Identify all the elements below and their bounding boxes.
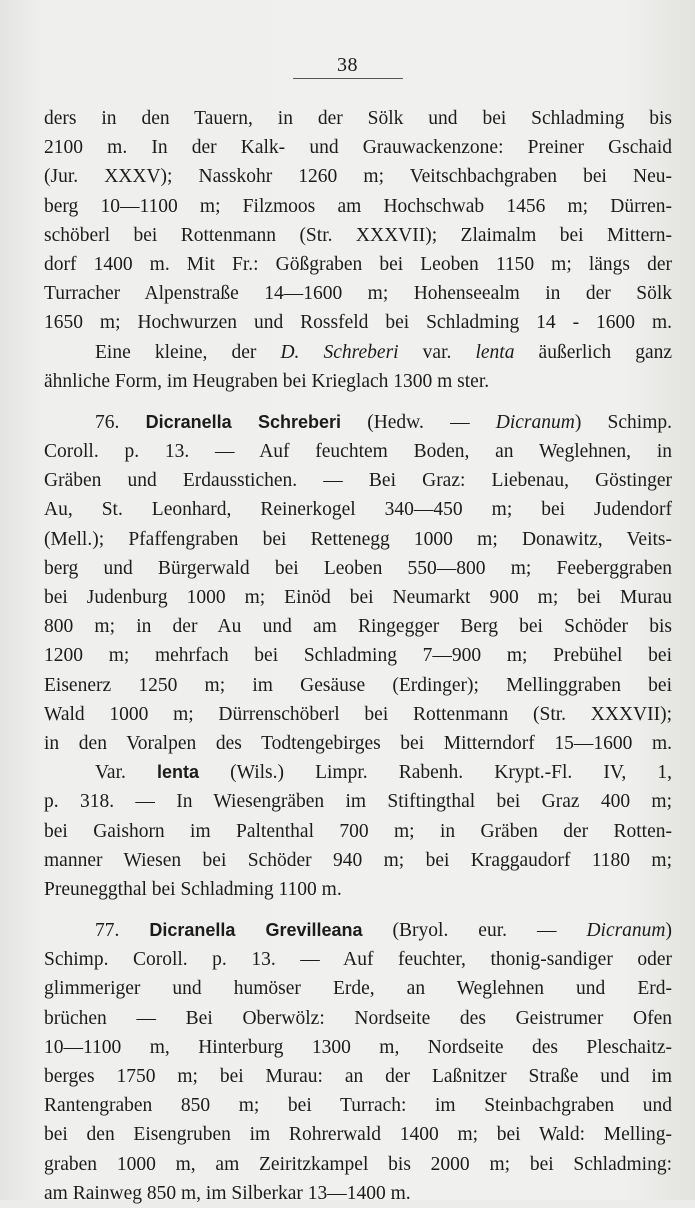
text-line: berg und Bürgerwald bei Leoben 550—800 m; Feeberggraben — [44, 557, 672, 579]
text-line: manner Wiesen bei Schöder 940 m; bei Kraggaudorf 1180 m; — [44, 849, 672, 871]
entry-number: 76. — [95, 411, 120, 433]
text-line: Preuneggthal bei Schladming 1100 m. — [44, 878, 342, 900]
text-line: Au, St. Leonhard, Reinerkogel 340—450 m; bei Judendorf — [44, 499, 672, 521]
spacer — [44, 904, 672, 916]
text-line: Gräben und Erdausstichen. — Bei Graz: Liebenau, Göstinger — [44, 470, 672, 492]
species-entry-76 — [44, 408, 672, 758]
genus-name: Dicranella Grevilleana — [149, 920, 363, 941]
text-line: berg 10—1100 m; Filzmoos am Hochschwab 1456 m; Dürren- — [44, 195, 672, 217]
text-line: Eisenerz 1250 m; im Gesäuse (Erdinger); Mellinggraben bei — [44, 674, 672, 696]
text-line: (Jur. XXXV); Nasskohr 1260 m; Veitschbachgraben bei Neu- — [44, 166, 672, 188]
spacer — [44, 396, 672, 408]
text-line: berges 1750 m; bei Murau: an der Laßnitzer Straße und im — [44, 1066, 672, 1087]
text-line: brüchen — Bei Oberwölz: Nordseite des Geistrumer Ofen — [44, 1007, 672, 1029]
text-line: Schimp. Coroll. p. 13. — Auf feuchter, thonig-sandiger oder — [44, 949, 672, 971]
variety-name: lenta — [156, 762, 199, 783]
text-line: in den Voralpen des Todtengebirges bei Mitterndorf 15—1600 m. — [44, 732, 672, 754]
text-line: 2100 m. In der Kalk- und Grauwackenzone: Preiner Gschaid — [44, 137, 672, 159]
paragraph-note — [44, 338, 672, 396]
text-line: glimmeriger und humöser Erde, an Weglehnen und Erd- — [44, 978, 672, 1000]
paragraph-continuation — [44, 104, 672, 338]
text-line: Turracher Alpenstraße 14—1600 m; Hohenseealm in der Sölk — [44, 283, 672, 305]
text-line: 1200 m; mehrfach bei Schladming 7—900 m; Prebühel bei — [44, 645, 672, 667]
text-line: dorf 1400 m. Mit Fr.: Gößgraben bei Leoben 1150 m; längs der — [44, 253, 672, 275]
text-line: 10—1100 m, Hinterburg 1300 m, Nordseite des Pleschaitz- — [44, 1036, 672, 1058]
text-line: p. 318. — In Wiesengräben im Stiftingthal bei Graz 400 m; — [44, 791, 672, 813]
text-line: graben 1000 m, am Zeiritzkampel bis 2000 m; bei Schladming: — [44, 1153, 672, 1175]
entry-number: 77. — [95, 920, 120, 942]
text-line: 1650 m; Hochwurzen und Rossfeld bei Schladming 14 - 1600 m. — [44, 312, 672, 334]
text-line: bei Gaishorn im Paltenthal 700 m; in Gräben der Rotten- — [44, 820, 672, 842]
text-line: am Rainweg 850 m, im Silberkar 13—1400 m. — [44, 1182, 411, 1204]
text-line: bei Judenburg 1000 m; Einöd bei Neumarkt 900 m; bei Murau — [44, 587, 672, 608]
synonym-genus: Dicranum — [495, 411, 575, 433]
variety-name: lenta — [475, 341, 515, 363]
text-line: 800 m; in der Au und am Ringegger Berg bei Schöder bis — [44, 616, 672, 638]
synonym-genus: Dicranum — [586, 920, 666, 942]
text-line: Wald 1000 m; Dürrenschöberl bei Rottenmann (Str. XXXVII); — [44, 703, 672, 725]
text-line: ders in den Tauern, in der Sölk und bei Schladming bis — [44, 108, 672, 129]
entry-heading: 76. Dicranella Schreberi (Hedw. — Dicranum) Schimp. — [95, 411, 672, 433]
entry-heading: 77. Dicranella Grevilleana (Bryol. eur. — Dicranum) — [95, 920, 673, 942]
page-body — [44, 104, 672, 1208]
species-name: D. Schreberi — [280, 341, 399, 363]
text-line: ähnliche Form, im Heugraben bei Krieglach 1300 m ster. — [44, 370, 490, 392]
species-entry-77 — [44, 916, 672, 1208]
text-line: schöberl bei Rottenmann (Str. XXXVII); Zlaimalm bei Mittern- — [44, 224, 672, 246]
text-line: bei den Eisengruben im Rohrerwald 1400 m; bei Wald: Melling- — [44, 1124, 672, 1146]
text-line: (Mell.); Pfaffengraben bei Rettenegg 1000 m; Donawitz, Veits- — [44, 528, 672, 550]
text-line: Coroll. p. 13. — Auf feuchtem Boden, an Weglehnen, in — [44, 441, 672, 463]
variety-entry — [44, 758, 672, 904]
variety-heading: Var. lenta (Wils.) Limpr. Rabenh. Krypt.-Fl. IV, 1, — [95, 762, 672, 784]
text-line: Eine kleine, der D. Schreberi var. lenta äußerlich ganz — [95, 341, 673, 363]
genus-name: Dicranella Schreberi — [145, 411, 341, 432]
text-line: Rantengraben 850 m; bei Turrach: im Steinbachgraben und — [44, 1095, 672, 1117]
page-number: 38 — [337, 54, 358, 76]
header-rule — [293, 78, 403, 79]
